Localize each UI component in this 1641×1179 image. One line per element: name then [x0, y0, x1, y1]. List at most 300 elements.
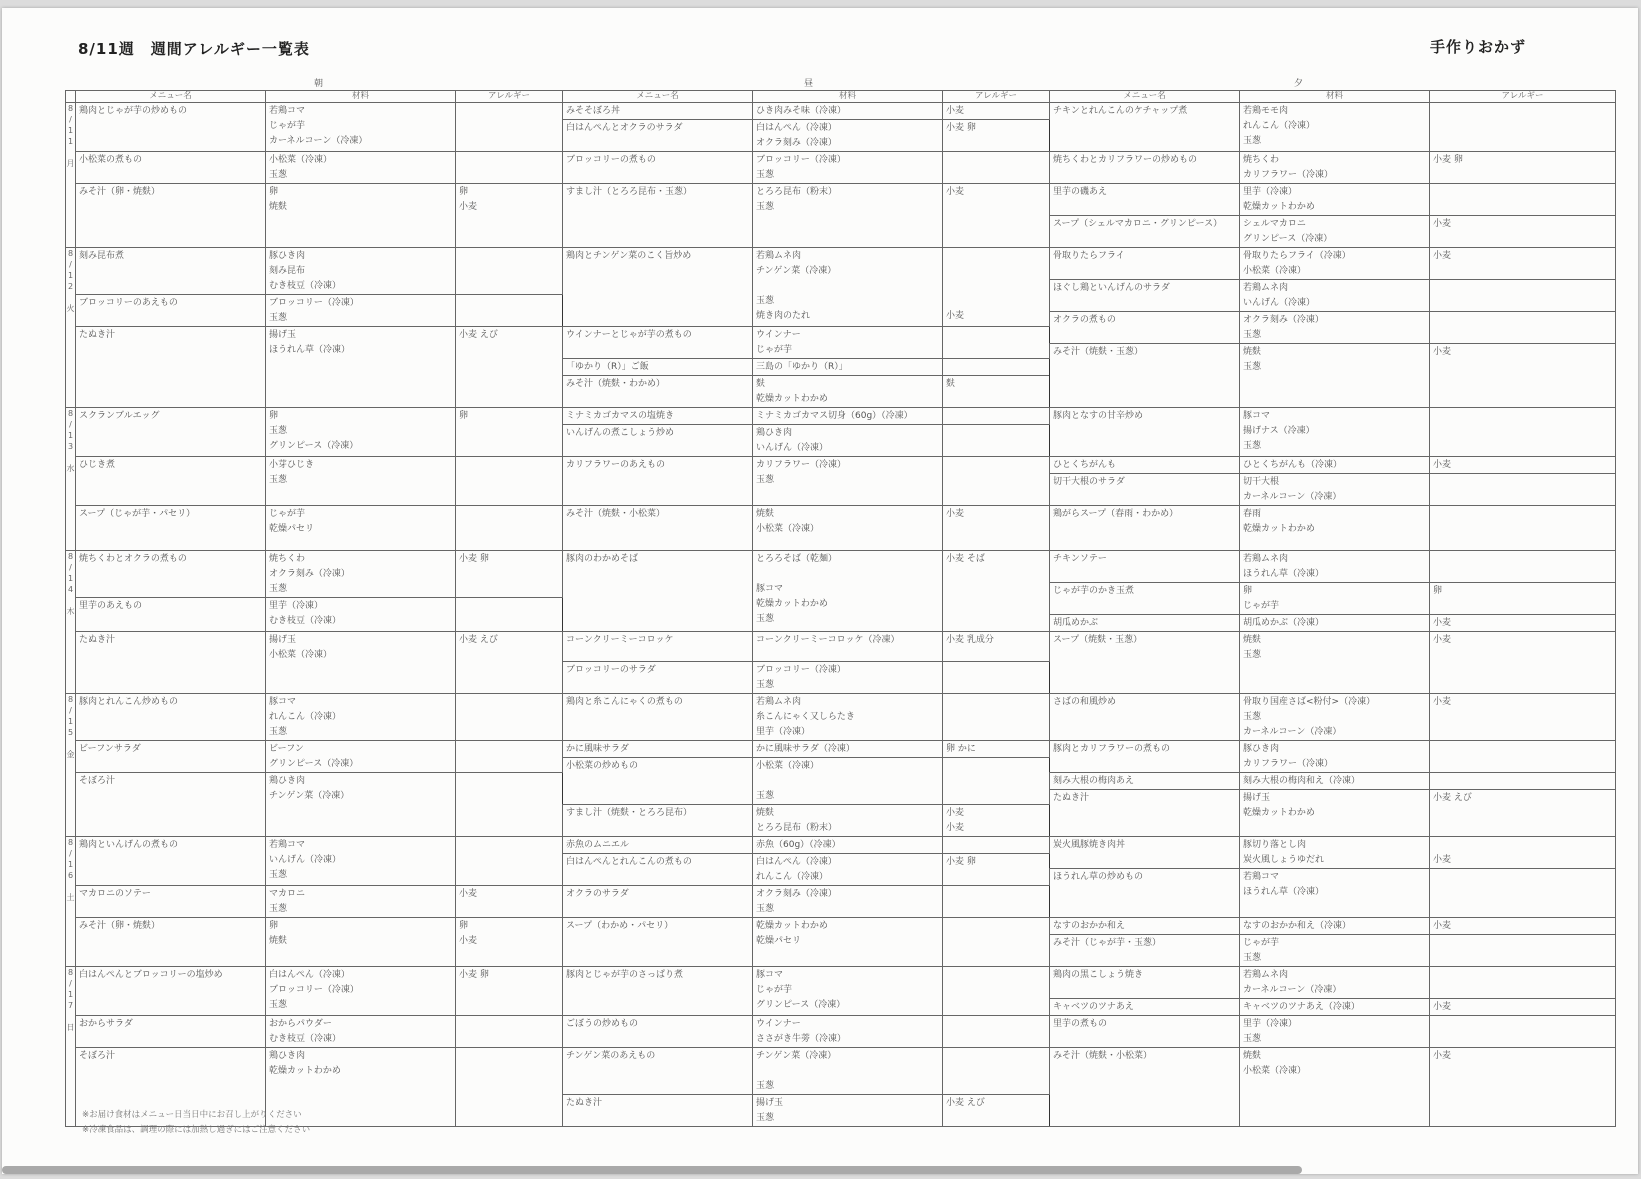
breakfast-ingredients-cell-line: ほうれん草（冷凍）	[269, 345, 351, 355]
day-char: 1	[67, 137, 74, 146]
lunch-ingredients-cell-line: 赤魚（60g）（冷凍）	[756, 840, 841, 850]
dinner-menu-cell-line: みそ汁（焼麩・玉葱）	[1053, 347, 1144, 357]
breakfast-ingredients-cell-line: 玉葱	[269, 475, 288, 485]
day-char	[66, 738, 75, 749]
lunch-menu-cell-line: すまし汁（とろろ昆布・玉葱）	[566, 187, 693, 197]
dinner-ingredients-cell-line: 玉葱	[1243, 362, 1262, 372]
dinner-ingredients-cell-line: 玉葱	[1243, 953, 1262, 963]
lunch-allergy-cell	[943, 551, 1050, 632]
dinner-menu-cell	[1050, 344, 1240, 408]
dinner-ingredients-cell	[1240, 837, 1430, 869]
breakfast-menu-cell	[76, 103, 266, 152]
lunch-allergy-cell-line	[946, 264, 1046, 279]
lunch-menu-cell	[563, 918, 753, 967]
dinner-ingredients-cell-line: 切干大根	[1243, 477, 1280, 487]
lunch-ingredients-cell-line: ブロッコリー（冷凍）	[756, 665, 846, 675]
horizontal-scrollbar[interactable]	[2, 1166, 1302, 1174]
dinner-ingredients-cell	[1240, 1016, 1430, 1048]
dinner-ingredients-cell	[1240, 615, 1430, 632]
table-row	[66, 551, 1616, 567]
breakfast-ingredients-cell-line: マカロニ	[269, 889, 306, 899]
breakfast-allergy-cell	[456, 967, 563, 1016]
day-char: 4	[67, 585, 74, 594]
breakfast-menu-cell-line: 鶏肉とじゃが芋の炒めもの	[79, 106, 188, 116]
lunch-allergy-cell-line: 小麦	[946, 311, 965, 321]
dinner-allergy-cell-line	[1433, 742, 1612, 757]
dinner-ingredients-cell-line: 玉葱	[1243, 136, 1262, 146]
breakfast-menu-cell-line: スクランブルエッグ	[79, 411, 160, 421]
lunch-allergy-cell	[943, 457, 1050, 506]
breakfast-allergy-cell-line: 小麦 えび	[459, 330, 498, 340]
table-row	[66, 632, 1616, 647]
dinner-ingredients-header: 材料	[1240, 91, 1430, 103]
lunch-menu-cell	[563, 506, 753, 551]
table-row	[66, 837, 1616, 854]
lunch-allergy-header: アレルギー	[943, 91, 1050, 103]
day-char: 8	[67, 249, 74, 258]
dinner-allergy-cell-line: 小麦	[1433, 347, 1452, 357]
day-char: /	[69, 706, 72, 715]
breakfast-allergy-cell-line: 小麦	[459, 202, 478, 212]
breakfast-menu-cell-line: ブロッコリーのあえもの	[79, 298, 178, 308]
lunch-allergy-cell	[943, 1048, 1050, 1095]
lunch-ingredients-cell-line	[756, 567, 939, 582]
breakfast-ingredients-cell	[266, 248, 456, 295]
breakfast-menu-cell	[76, 184, 266, 248]
dinner-ingredients-cell	[1240, 741, 1430, 773]
lunch-menu-header: メニュー名	[563, 91, 753, 103]
dinner-ingredients-cell	[1240, 184, 1430, 216]
breakfast-ingredients-cell-line: 揚げ玉	[269, 635, 297, 645]
dinner-menu-cell-line: たぬき汁	[1053, 793, 1090, 803]
lunch-ingredients-cell-line: 玉葱	[756, 614, 775, 624]
lunch-ingredients-cell-line: オクラ刻み（冷凍）	[756, 889, 837, 899]
lunch-allergy-cell	[943, 741, 1050, 758]
lunch-allergy-cell-line: 小麦 そば	[946, 554, 985, 564]
lunch-ingredients-cell-line: 玉葱	[756, 680, 775, 690]
lunch-ingredients-cell	[753, 184, 943, 248]
dinner-allergy-cell	[1430, 103, 1616, 152]
lunch-ingredients-cell-line: とろろ昆布（粉末）	[756, 823, 838, 833]
dinner-ingredients-cell	[1240, 551, 1430, 583]
lunch-menu-cell-line: たぬき汁	[566, 1098, 603, 1108]
dinner-ingredients-cell-line: 玉葱	[1243, 1034, 1262, 1044]
lunch-allergy-cell	[943, 425, 1050, 457]
dinner-menu-cell	[1050, 474, 1240, 506]
dinner-ingredients-cell-line: 豚ひき肉	[1243, 744, 1280, 754]
dinner-ingredients-cell-line: 揚げ玉	[1243, 793, 1271, 803]
breakfast-menu-cell-line: マカロニのソテー	[79, 889, 151, 899]
dinner-allergy-cell	[1430, 999, 1616, 1016]
table-row	[66, 694, 1616, 710]
dinner-allergy-cell-line: 小麦 卵	[1433, 155, 1463, 165]
dinner-menu-cell	[1050, 457, 1240, 474]
dinner-menu-cell	[1050, 1016, 1240, 1048]
lunch-ingredients-cell-line: ミナミカゴカマス切身（60g）（冷凍）	[756, 411, 913, 421]
dinner-menu-cell	[1050, 935, 1240, 967]
lunch-allergy-cell	[943, 359, 1050, 376]
lunch-ingredients-cell-line: 玉葱	[756, 202, 775, 212]
breakfast-ingredients-cell	[266, 773, 456, 837]
dinner-menu-cell	[1050, 790, 1240, 837]
lunch-ingredients-cell	[753, 408, 943, 425]
breakfast-menu-cell	[76, 632, 266, 694]
dinner-menu-cell-line: 骨取りたらフライ	[1053, 251, 1125, 261]
day-char	[66, 881, 75, 892]
breakfast-ingredients-cell-line: 若鶏コマ	[269, 840, 306, 850]
lunch-menu-cell-line: オクラのサラダ	[566, 889, 629, 899]
breakfast-menu-cell-line: そぼろ汁	[79, 776, 116, 786]
lunch-menu-cell-line: 白はんぺんとオクラのサラダ	[566, 123, 683, 133]
lunch-menu-cell-line: 豚肉とじゃが芋のさっぱり煮	[566, 970, 684, 980]
day-char: /	[69, 563, 72, 572]
breakfast-ingredients-cell-line: 鶏ひき肉	[269, 1051, 306, 1061]
lunch-ingredients-cell	[753, 741, 943, 758]
dinner-ingredients-cell-line: ほうれん草（冷凍）	[1243, 887, 1325, 897]
breakfast-menu-cell-line: たぬき汁	[79, 330, 116, 340]
lunch-ingredients-cell-line: 玉葱	[756, 170, 775, 180]
meal-dinner-label: 夕	[1294, 79, 1304, 89]
breakfast-allergy-cell	[456, 837, 563, 886]
dinner-ingredients-cell-line: 乾燥カットわかめ	[1243, 808, 1315, 818]
dinner-menu-cell-line: 胡瓜めかぶ	[1053, 618, 1099, 628]
breakfast-ingredients-cell-line: カーネルコーン（冷凍）	[269, 136, 368, 146]
dinner-ingredients-cell-line: ほうれん草（冷凍）	[1243, 569, 1325, 579]
breakfast-ingredients-cell-line: 玉葱	[269, 904, 288, 914]
dinner-ingredients-cell	[1240, 103, 1430, 152]
day-char: 1	[67, 431, 74, 440]
lunch-menu-cell-line: チンゲン菜のあえもの	[566, 1051, 656, 1061]
dinner-menu-cell	[1050, 837, 1240, 869]
dinner-ingredients-cell-line: 骨取り国産さば<粉付>（冷凍）	[1243, 697, 1376, 707]
dinner-ingredients-cell-line: 炭火風しょうゆだれ	[1243, 855, 1325, 865]
table-row	[66, 918, 1616, 935]
day-char: /	[69, 420, 72, 429]
lunch-ingredients-cell-line: 乾燥パセリ	[756, 936, 802, 946]
lunch-menu-cell-line: みそ汁（焼麩・小松菜）	[566, 509, 666, 519]
lunch-allergy-cell-line	[946, 919, 1046, 934]
breakfast-allergy-cell-line	[459, 742, 559, 757]
breakfast-allergy-cell-line: 小麦 卵	[459, 970, 489, 980]
lunch-menu-cell	[563, 741, 753, 758]
lunch-menu-cell-line: コーンクリーミーコロッケ	[566, 635, 674, 645]
lunch-menu-cell	[563, 1048, 753, 1095]
lunch-menu-cell-line: みそそぼろ丼	[566, 106, 621, 116]
breakfast-ingredients-cell	[266, 103, 456, 152]
lunch-ingredients-cell	[753, 1016, 943, 1048]
dinner-ingredients-cell-line: じゃが芋	[1243, 601, 1280, 611]
day-char: 7	[67, 1001, 74, 1010]
dinner-allergy-cell	[1430, 184, 1616, 216]
dinner-allergy-cell-line	[1433, 185, 1612, 200]
dinner-ingredients-cell-line: 乾燥カットわかめ	[1243, 202, 1315, 212]
breakfast-ingredients-cell-line: 卵	[269, 187, 279, 197]
breakfast-ingredients-cell-line: むき枝豆（冷凍）	[269, 616, 342, 626]
dinner-ingredients-cell-line: いんげん（冷凍）	[1243, 298, 1316, 308]
dinner-menu-cell-line: スープ（シェルマカロニ・グリンピース）	[1053, 219, 1223, 229]
breakfast-menu-cell	[76, 327, 266, 408]
lunch-ingredients-cell-line: 玉葱	[756, 1113, 775, 1123]
lunch-ingredients-cell-line: じゃが芋	[756, 345, 793, 355]
breakfast-menu-header: メニュー名	[76, 91, 266, 103]
day-char: 1	[67, 990, 74, 999]
dinner-menu-cell-line: 里芋の煮もの	[1053, 1019, 1108, 1029]
breakfast-ingredients-header: 材料	[266, 91, 456, 103]
dinner-ingredients-cell-line: なすのおかか和え（冷凍）	[1243, 921, 1352, 931]
breakfast-ingredients-cell-line: 若鶏コマ	[269, 106, 306, 116]
dinner-allergy-cell	[1430, 344, 1616, 408]
table-row	[66, 103, 1616, 120]
dinner-ingredients-cell	[1240, 935, 1430, 967]
lunch-menu-cell	[563, 967, 753, 1016]
dinner-ingredients-cell	[1240, 1048, 1430, 1127]
lunch-ingredients-cell-line: 若鶏ムネ肉	[756, 697, 802, 707]
day-char: 日	[66, 1023, 75, 1032]
dinner-menu-cell-line: ほうれん草の炒めもの	[1053, 872, 1144, 882]
dinner-ingredients-cell-line: 小松菜（冷凍）	[1243, 1066, 1307, 1076]
breakfast-menu-cell-line: ビーフンサラダ	[79, 744, 141, 754]
lunch-ingredients-cell-line: 乾燥カットわかめ	[756, 921, 828, 931]
lunch-ingredients-cell	[753, 551, 943, 632]
breakfast-ingredients-cell-line: 刻み昆布	[269, 266, 306, 276]
lunch-allergy-cell-line: 小麦	[946, 823, 965, 833]
dinner-allergy-cell	[1430, 694, 1616, 741]
lunch-ingredients-cell-line: ウインナー	[756, 330, 801, 340]
lunch-menu-cell	[563, 662, 753, 694]
dinner-menu-cell-line: みそ汁（じゃが芋・玉葱）	[1053, 938, 1162, 948]
dinner-menu-cell	[1050, 248, 1240, 280]
day-char: 1	[67, 717, 74, 726]
lunch-menu-cell-line: ミナミカゴカマスの塩焼き	[566, 411, 675, 421]
dinner-menu-cell-line: なすのおかか和え	[1053, 921, 1126, 931]
dinner-menu-cell-line: 炭火風豚焼き肉丼	[1053, 840, 1126, 850]
dinner-ingredients-cell-line: 玉葱	[1243, 712, 1262, 722]
lunch-ingredients-cell-line: カリフラワー（冷凍）	[756, 460, 847, 470]
breakfast-ingredients-cell	[266, 408, 456, 457]
breakfast-allergy-cell-line	[459, 838, 559, 853]
dinner-ingredients-cell	[1240, 583, 1430, 615]
breakfast-ingredients-cell-line: 揚げ玉	[269, 330, 297, 340]
lunch-allergy-cell-line	[946, 328, 1046, 343]
lunch-menu-cell	[563, 632, 753, 662]
lunch-ingredients-cell-line: ブロッコリー（冷凍）	[756, 155, 846, 165]
dinner-menu-cell	[1050, 152, 1240, 184]
dinner-allergy-cell	[1430, 280, 1616, 312]
dinner-allergy-cell-line: 小麦	[1433, 921, 1452, 931]
dinner-ingredients-cell-line: 卵	[1243, 586, 1253, 596]
lunch-allergy-cell-line: 小麦	[946, 808, 965, 818]
breakfast-ingredients-cell-line: 小松菜（冷凍）	[269, 155, 333, 165]
dinner-allergy-cell	[1430, 869, 1616, 918]
lunch-allergy-cell	[943, 152, 1050, 184]
breakfast-ingredients-cell	[266, 741, 456, 773]
breakfast-menu-cell	[76, 773, 266, 837]
meal-breakfast-label: 朝	[314, 79, 324, 89]
lunch-ingredients-cell-line: とろろ昆布（粉末）	[756, 187, 838, 197]
dinner-menu-cell-line: スープ（焼麩・玉葱）	[1053, 635, 1143, 645]
lunch-menu-cell-line: 白はんぺんとれんこんの煮もの	[566, 857, 692, 867]
lunch-menu-cell-line: 豚肉のわかめそば	[566, 554, 639, 564]
dinner-allergy-cell-line	[1433, 552, 1612, 567]
lunch-allergy-cell-line	[946, 887, 1046, 902]
breakfast-ingredients-cell-line: ブロッコリー（冷凍）	[269, 298, 359, 308]
lunch-allergy-cell-line	[946, 968, 1046, 983]
dinner-ingredients-cell-line: 若鶏モモ肉	[1243, 106, 1289, 116]
dinner-allergy-cell	[1430, 312, 1616, 344]
breakfast-allergy-cell-line	[459, 458, 559, 473]
lunch-menu-cell-line: カリフラワーのあえもの	[566, 460, 666, 470]
lunch-ingredients-cell-line: れんこん（冷凍）	[756, 872, 829, 882]
dinner-menu-cell	[1050, 918, 1240, 935]
lunch-allergy-cell-line	[946, 360, 1046, 375]
dinner-menu-cell	[1050, 615, 1240, 632]
dinner-allergy-cell-line	[1433, 936, 1612, 951]
breakfast-menu-cell-line: たぬき汁	[79, 635, 116, 645]
breakfast-allergy-cell	[456, 551, 563, 598]
lunch-allergy-cell-line: 小麦 乳成分	[946, 635, 994, 645]
breakfast-menu-cell-line: みそ汁（卵・焼麩）	[79, 921, 161, 931]
lunch-allergy-cell-line: 小麦	[946, 509, 965, 519]
dinner-allergy-cell	[1430, 216, 1616, 248]
lunch-ingredients-cell	[753, 425, 943, 457]
breakfast-ingredients-cell-line: いんげん（冷凍）	[269, 855, 342, 865]
lunch-allergy-cell-line	[946, 1017, 1046, 1032]
table-row	[66, 457, 1616, 474]
breakfast-allergy-cell	[456, 598, 563, 632]
day-char: 1	[67, 860, 74, 869]
dinner-allergy-cell	[1430, 474, 1616, 506]
breakfast-ingredients-cell-line: 乾燥パセリ	[269, 524, 315, 534]
lunch-ingredients-cell	[753, 457, 943, 506]
breakfast-ingredients-cell	[266, 184, 456, 248]
dinner-menu-cell-line: 豚肉となすの甘辛炒め	[1053, 411, 1144, 421]
breakfast-ingredients-cell	[266, 967, 456, 1016]
breakfast-allergy-cell	[456, 408, 563, 457]
dinner-ingredients-cell-line: 焼麩	[1243, 1051, 1262, 1061]
footnotes	[82, 1108, 310, 1138]
day-char: 8	[67, 968, 74, 977]
lunch-ingredients-cell-line: チンゲン菜（冷凍）	[756, 1051, 837, 1061]
dinner-menu-cell	[1050, 967, 1240, 999]
dinner-ingredients-cell-line: シェルマカロニ	[1243, 219, 1306, 229]
lunch-menu-cell	[563, 152, 753, 184]
lunch-ingredients-cell-line: ウインナー	[756, 1019, 801, 1029]
lunch-ingredients-cell-line: 三島の「ゆかり（R）」	[756, 362, 848, 372]
dinner-menu-cell-line: キャベツのツナあえ	[1053, 1002, 1134, 1012]
lunch-ingredients-cell-line: 小松菜（冷凍）	[756, 524, 820, 534]
breakfast-ingredients-cell-line: ビーフン	[269, 744, 304, 754]
dinner-ingredients-cell	[1240, 152, 1430, 184]
breakfast-allergy-cell	[456, 295, 563, 327]
dinner-ingredients-cell-line: 焼麩	[1243, 635, 1262, 645]
lunch-menu-cell-line: 鶏肉と糸こんにゃくの煮もの	[566, 697, 683, 707]
day-char: 土	[66, 893, 75, 902]
breakfast-allergy-cell	[456, 1016, 563, 1048]
dinner-menu-cell	[1050, 312, 1240, 344]
lunch-menu-cell	[563, 248, 753, 327]
breakfast-ingredients-cell	[266, 327, 456, 408]
day-char: 水	[66, 464, 75, 473]
dinner-allergy-cell-line: 小麦 えび	[1433, 793, 1472, 803]
breakfast-menu-cell	[76, 837, 266, 886]
lunch-ingredients-cell-line	[756, 1064, 939, 1079]
day-char: /	[69, 849, 72, 858]
document-label: 手作りおかず	[1429, 38, 1526, 56]
lunch-allergy-cell	[943, 854, 1050, 886]
breakfast-ingredients-cell-line: 豚ひき肉	[269, 251, 306, 261]
breakfast-allergy-cell-line: 小麦	[459, 936, 478, 946]
breakfast-allergy-cell-line: 小麦	[459, 889, 478, 899]
lunch-ingredients-cell-line: 焼麩	[756, 808, 775, 818]
table-row	[66, 967, 1616, 983]
breakfast-ingredients-cell-line: 玉葱	[269, 170, 288, 180]
lunch-menu-cell	[563, 854, 753, 886]
breakfast-ingredients-cell-line: 玉葱	[269, 313, 288, 323]
dinner-allergy-header: アレルギー	[1430, 91, 1616, 103]
day-char	[66, 147, 75, 158]
lunch-menu-cell	[563, 886, 753, 918]
lunch-ingredients-cell-line: いんげん（冷凍）	[756, 443, 829, 453]
dinner-ingredients-cell	[1240, 248, 1430, 280]
breakfast-allergy-cell-line	[459, 249, 559, 264]
dinner-allergy-cell	[1430, 773, 1616, 790]
lunch-menu-cell	[563, 103, 753, 120]
breakfast-ingredients-cell-line: じゃが芋	[269, 509, 306, 519]
lunch-ingredients-cell	[753, 694, 943, 741]
breakfast-menu-cell	[76, 457, 266, 506]
dinner-allergy-cell	[1430, 1048, 1616, 1127]
breakfast-ingredients-cell-line: 焼ちくわ	[269, 554, 306, 564]
dinner-allergy-cell-line: 小麦	[1433, 618, 1452, 628]
day-char: 6	[67, 871, 74, 880]
lunch-menu-cell	[563, 376, 753, 408]
breakfast-ingredients-cell	[266, 598, 456, 632]
breakfast-allergy-cell-line	[459, 1049, 559, 1064]
dinner-allergy-cell	[1430, 1016, 1616, 1048]
breakfast-ingredients-cell-line: じゃが芋	[269, 121, 306, 131]
dinner-ingredients-cell-line: 胡瓜めかぶ（冷凍）	[1243, 618, 1325, 628]
column-header-row	[66, 91, 1616, 103]
lunch-ingredients-cell	[753, 758, 943, 805]
lunch-ingredients-cell-line: 揚げ玉	[756, 1098, 784, 1108]
lunch-menu-cell	[563, 359, 753, 376]
lunch-menu-cell	[563, 805, 753, 837]
lunch-ingredients-cell	[753, 854, 943, 886]
breakfast-allergy-cell	[456, 694, 563, 741]
lunch-menu-cell	[563, 551, 753, 632]
table-row	[66, 248, 1616, 264]
dinner-allergy-cell	[1430, 457, 1616, 474]
dinner-menu-cell	[1050, 741, 1240, 773]
day-cell	[66, 248, 76, 408]
lunch-ingredients-cell	[753, 805, 943, 837]
breakfast-allergy-cell-line	[459, 507, 559, 522]
dinner-menu-cell	[1050, 583, 1240, 615]
lunch-ingredients-cell	[753, 918, 943, 967]
lunch-ingredients-cell-line: 白はんぺん（冷凍）	[756, 857, 837, 867]
breakfast-allergy-cell-line	[459, 296, 559, 311]
document-title: 8/11週 週間アレルギー一覧表	[78, 40, 310, 58]
day-char: 2	[67, 282, 74, 291]
lunch-menu-cell	[563, 694, 753, 741]
dinner-ingredients-cell-line: 豚切り落とし肉	[1243, 840, 1307, 850]
breakfast-ingredients-cell	[266, 152, 456, 184]
lunch-allergy-cell	[943, 103, 1050, 120]
dinner-allergy-cell-line: 小麦	[1433, 635, 1452, 645]
breakfast-menu-cell-line: 刻み昆布煮	[79, 251, 125, 261]
breakfast-allergy-cell	[456, 103, 563, 152]
table-row	[66, 152, 1616, 168]
